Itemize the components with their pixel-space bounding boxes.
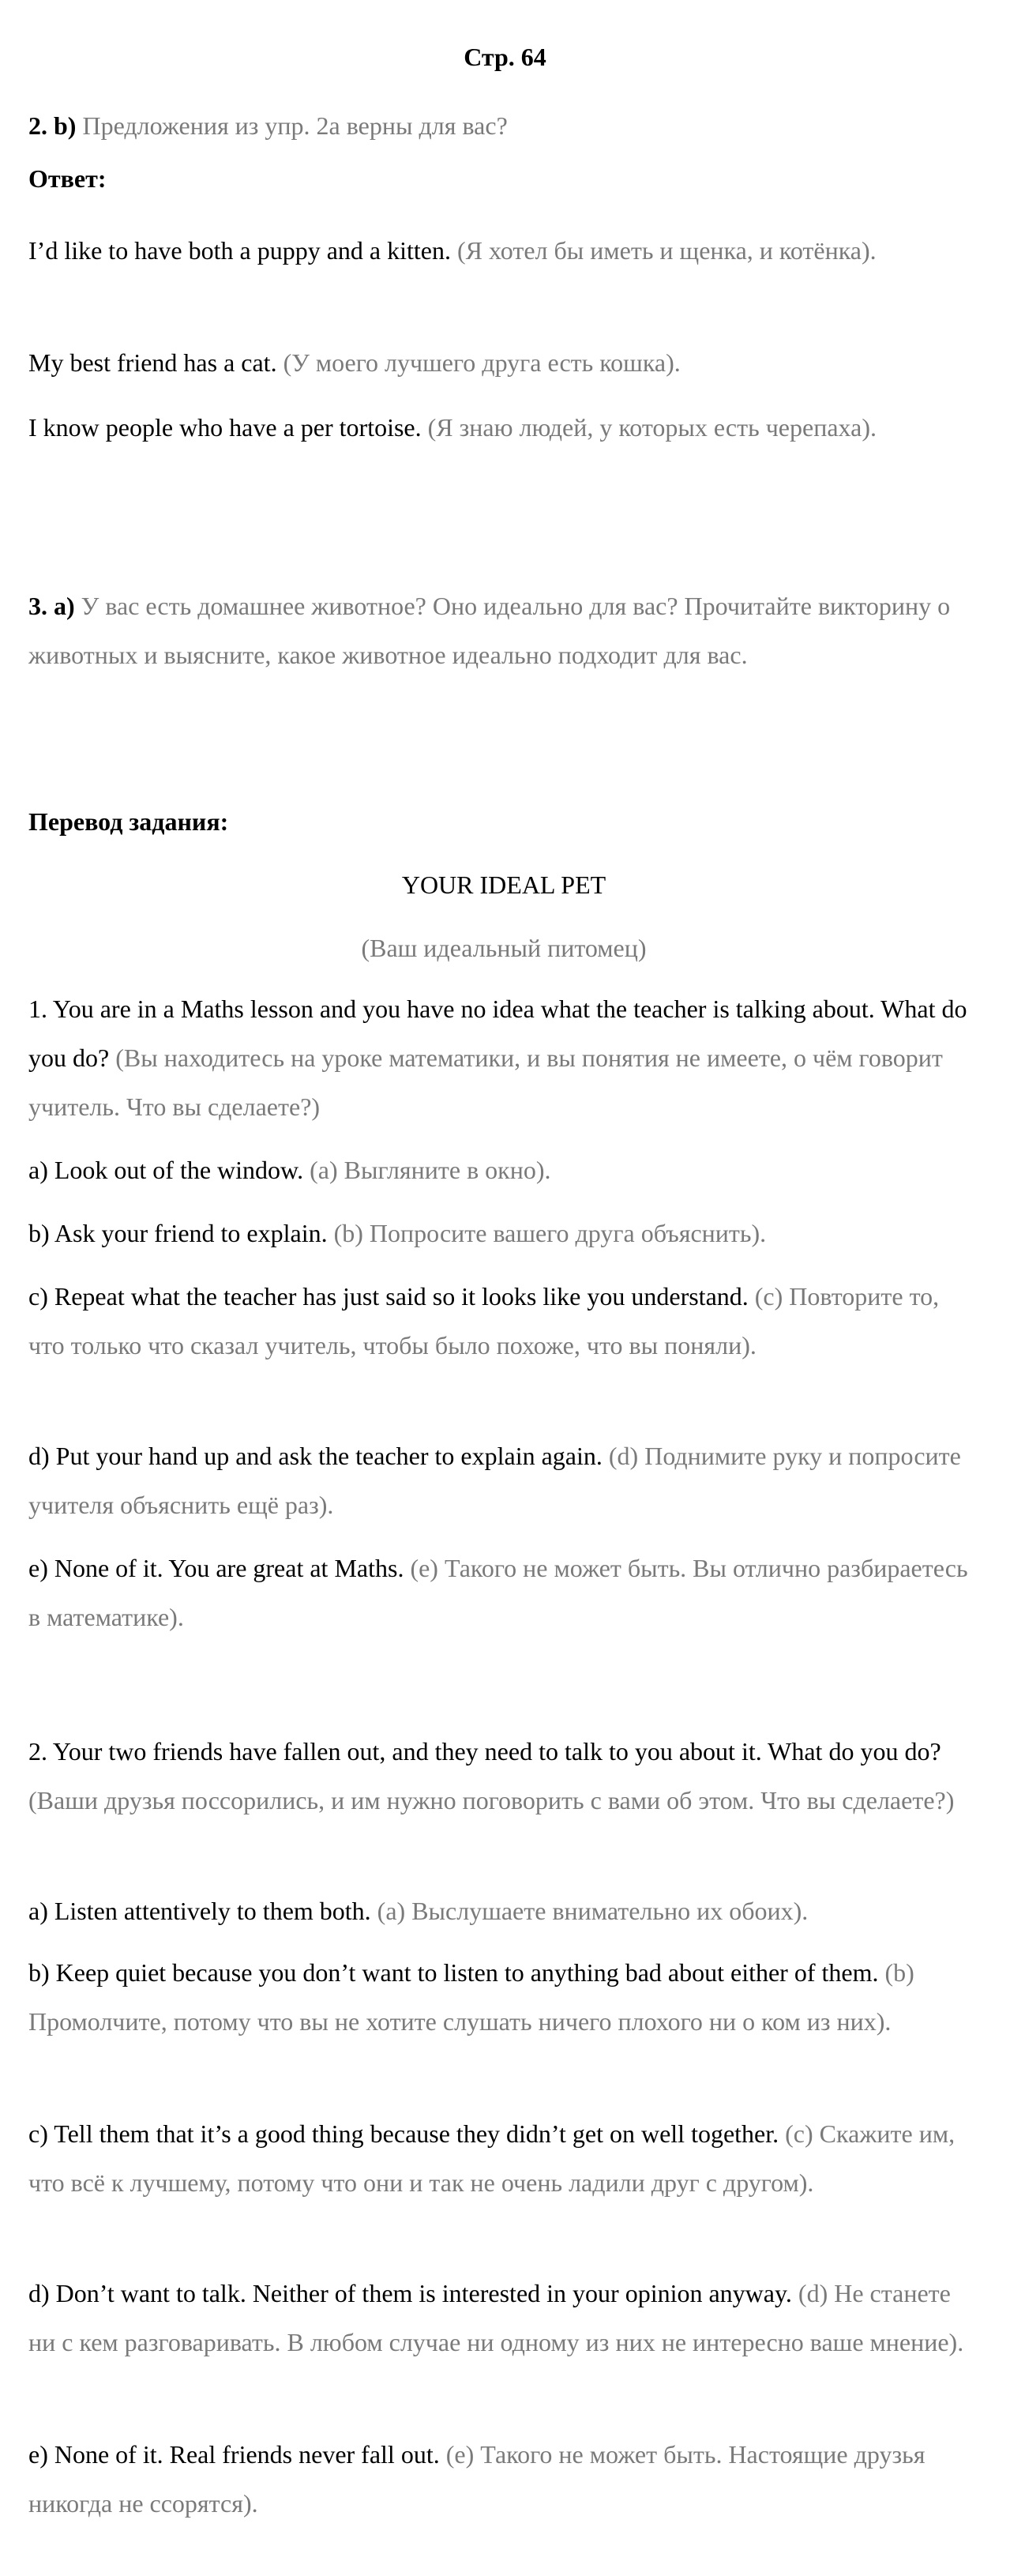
option-ru: (a) Выгляните в окно). [310, 1156, 551, 1184]
option-en: c) Repeat what the teacher has just said so it looks like you understand. [28, 1282, 749, 1311]
option [28, 1948, 979, 2046]
translation-label-block [28, 806, 979, 837]
answer-item-en: I’d like to have both a puppy and a kitten. [28, 236, 451, 265]
option-en: a) Look out of the window. [28, 1156, 304, 1184]
option-ru: (d) Поднимите руку и попросите учителя объяснить ещё раз). [28, 1442, 961, 1519]
answer-item-ru: (Я знаю людей, у которых есть черепаха). [427, 413, 877, 442]
option-en: b) Keep quiet because you don’t want to listen to anything bad about either of them. [28, 1958, 879, 1987]
answer-item [28, 338, 979, 387]
translation-label: Перевод задания: [28, 807, 229, 836]
option-en: b) Ask your friend to explain. [28, 1219, 328, 1247]
task-2b-number: 2. b) [28, 111, 77, 140]
answer-item-en: My best friend has a cat. [28, 348, 277, 377]
answer-item-ru: (У моего лучшего друга есть кошка). [283, 348, 681, 377]
task-2b-instruction: Предложения из упр. 2a верны для вас? [82, 111, 508, 140]
quiz-title-block [28, 869, 979, 901]
quiz-title-ru-block [28, 932, 979, 964]
option [28, 1886, 979, 1935]
option-ru: (e) Такого не может быть. Вы отлично разбираетесь в математике). [28, 1554, 968, 1631]
question-en: 2. Your two friends have fallen out, and they need to talk to you about it. What do you do? [28, 1737, 941, 1766]
option [28, 1544, 979, 1641]
option [28, 1209, 979, 1258]
quiz-title: YOUR IDEAL PET [401, 871, 606, 899]
option-en: a) Listen attentively to them both. [28, 1897, 371, 1925]
option-ru: (a) Выслушаете внимательно их обоих). [377, 1897, 809, 1925]
option-en: d) Put your hand up and ask the teacher to explain again. [28, 1442, 603, 1470]
task-2b-block [28, 101, 979, 150]
quiz-title-ru: (Ваш идеальный питомец) [361, 934, 647, 962]
page-title: Стр. 64 [464, 43, 546, 71]
option-ru: (d) Не станете ни с кем разговаривать. В любом случае ни одному из них не интересно ваше мнение). [28, 2279, 964, 2356]
option [28, 1145, 979, 1194]
option [28, 2269, 979, 2367]
option [28, 2109, 979, 2207]
answer-item [28, 403, 979, 452]
question [28, 1727, 979, 1825]
option [28, 1272, 979, 1370]
option-ru: (b) Промолчите, потому что вы не хотите слушать ничего плохого ни о ком из них). [28, 1958, 914, 2036]
option [28, 1431, 979, 1529]
answer-item-ru: (Я хотел бы иметь и щенка, и котёнка). [456, 236, 877, 265]
option-ru: (e) Такого не может быть. Настоящие друзья никогда не ссорятся). [28, 2440, 926, 2518]
question-ru: (Ваши друзья поссорились, и им нужно поговорить с вами об этом. Что вы сделаете?) [28, 1786, 955, 1814]
option-ru: (b) Попросите вашего друга объяснить). [333, 1219, 767, 1247]
option-ru: (c) Скажите им, что всё к лучшему, потому что они и так не очень ладили друг с другом). [28, 2119, 956, 2197]
option-en: e) None of it. Real friends never fall out. [28, 2440, 440, 2469]
answer-label-block [28, 163, 979, 194]
task-3a-number: 3. a) [28, 592, 75, 620]
question [28, 984, 979, 1131]
option-en: c) Tell them that it’s a good thing because they didn’t get on well together. [28, 2119, 779, 2148]
answer-item [28, 226, 979, 275]
option [28, 2430, 979, 2528]
answer-item-en: I know people who have a per tortoise. [28, 413, 422, 442]
task-2b [28, 101, 979, 150]
question-en: 1. You are in a Maths lesson and you have no idea what the teacher is talking about. What do you do? [28, 995, 967, 1072]
answer-label: Ответ: [28, 164, 107, 193]
task-3a-instruction: У вас есть домашнее животное? Оно идеально для вас? Прочитайте викторину о животных и выясните, какое животное идеально подходит для вас. [28, 592, 951, 669]
task-3a-block [28, 581, 979, 679]
option-ru: (c) Повторите то, что только что сказал учитель, чтобы было похоже, что вы поняли). [28, 1282, 940, 1359]
question-ru: (Вы находитесь на уроке математики, и вы понятия не имеете, о чём говорит учитель. Что вы сделаете?) [28, 1044, 943, 1121]
option-en: d) Don’t want to talk. Neither of them is interested in your opinion anyway. [28, 2279, 792, 2307]
option-en: e) None of it. You are great at Maths. [28, 1554, 404, 1582]
